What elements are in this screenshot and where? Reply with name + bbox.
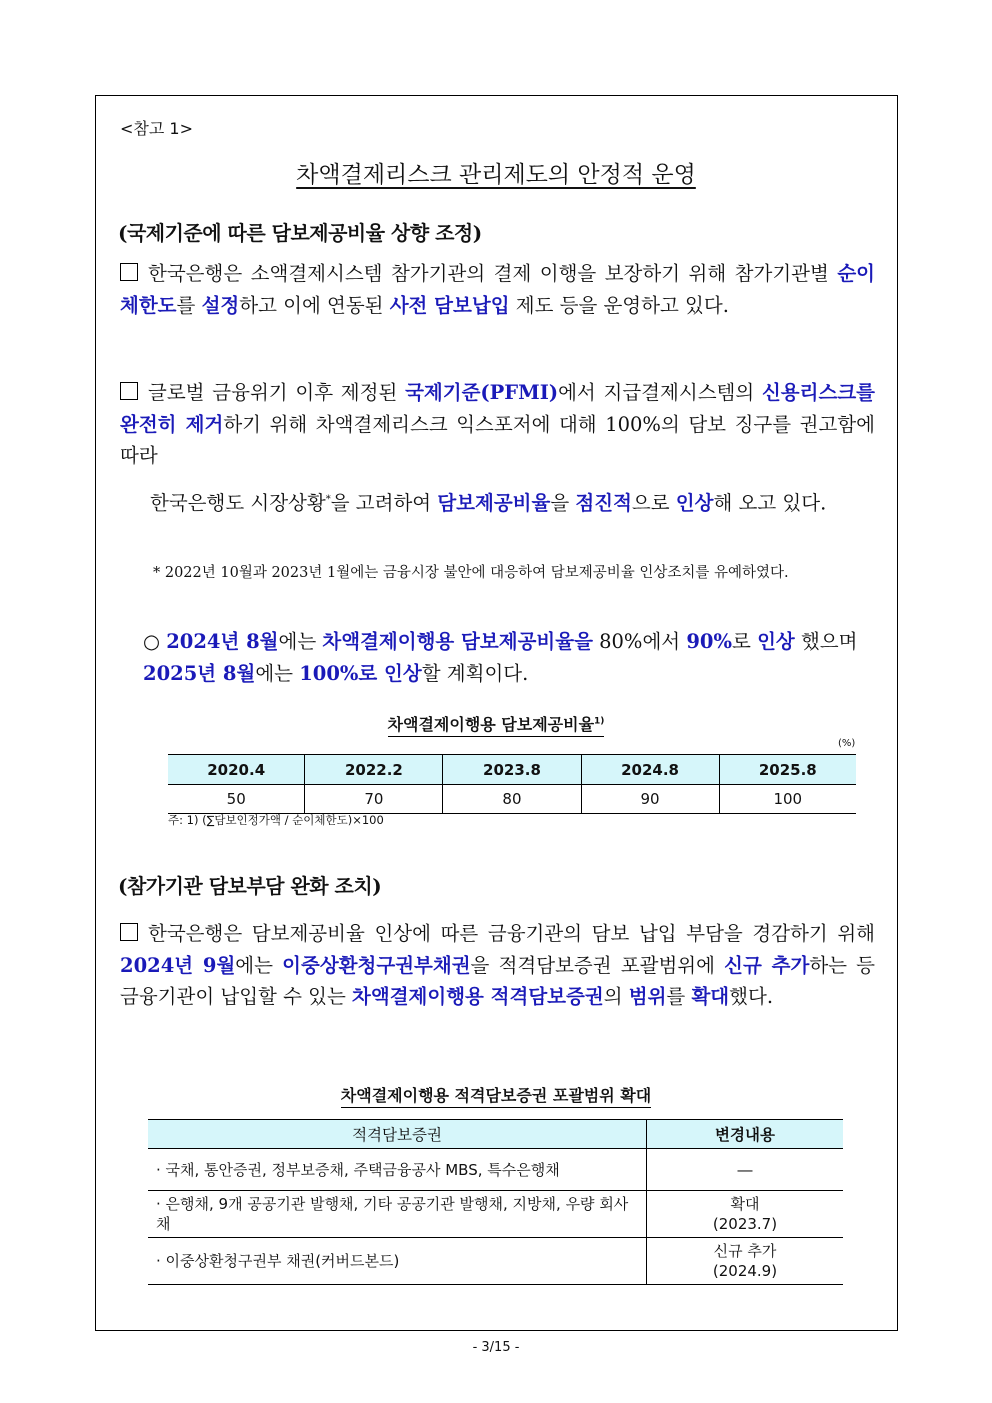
- checkbox-bullet-icon: [120, 923, 138, 941]
- table-header-row: 적격담보증권 변경내용: [148, 1120, 843, 1149]
- table1-unit: (%): [838, 738, 856, 749]
- title-text: 차액결제리스크 관리제도의 안정적 운영: [296, 162, 696, 188]
- reference-label: <참고 1>: [120, 119, 193, 138]
- eligible-collateral-table: [148, 1119, 843, 1285]
- page-number: - 3/15 -: [472, 1340, 520, 1355]
- table1-footnote: 주: 1) (∑담보인정가액 / 순이체한도)×100: [168, 813, 384, 827]
- circle-bullet-paragraph: ○ 2024년 8월에는 차액결제이행용 담보제공비율을 80%에서 90%로 인상 했으며 2025년 8월에는 100%로 인상할 계획이다.: [143, 630, 858, 685]
- checkbox-bullet-icon: [120, 382, 138, 400]
- table2-caption: 차액결제이행용 적격담보증권 포괄범위 확대: [0, 1083, 992, 1106]
- paragraph-1: 한국은행은 소액결제시스템 참가기관의 결제 이행을 보장하기 위해 참가기관별 순이체한도를 설정하고 이에 연동된 사전 담보납입 제도 등을 운영하고 있다.: [120, 262, 875, 317]
- collateral-ratio-table: [168, 754, 856, 814]
- footnote-asterisk: * 2022년 10월과 2023년 1월에는 금융시장 불안에 대응하여 담보제공비율 인상조치를 유예하였다.: [153, 565, 789, 581]
- table-row: · 이중상환청구권부 채권(커버드본드) 신규 추가 (2024.9): [148, 1238, 843, 1285]
- section1-heading: (국제기준에 따른 담보제공비율 상향 조정): [118, 221, 482, 245]
- checkbox-bullet-icon: [120, 263, 138, 281]
- paragraph-4: 한국은행은 담보제공비율 인상에 따른 금융기관의 담보 납입 부담을 경감하기 위해 2024년 9월에는 이중상환청구권부채권을 적격담보증권 포괄범위에 신규 추가하는 등 금융기관이 납입할 수 있는 차액결제이행용 적격담보증권의 범위를 확대했다.: [120, 922, 876, 1008]
- paragraph-3: 한국은행도 시장상황*을 고려하여 담보제공비율을 점진적으로 인상해 오고 있다.: [150, 491, 827, 515]
- table-header-row: 2020.4 2022.2 2023.8 2024.8 2025.8: [168, 755, 856, 785]
- table1-caption: 차액결제이행용 담보제공비율$^{1)}$: [0, 712, 992, 735]
- page-title: [0, 156, 992, 189]
- table-row: · 은행채, 9개 공공기관 발행채, 기타 공공기관 발행채, 지방채, 우량 회사채 확대 (2023.7): [148, 1191, 843, 1238]
- section2-heading: (참가기관 담보부담 완화 조치): [118, 874, 382, 898]
- table-row: 50 70 80 90 100: [168, 785, 856, 814]
- circle-bullet-icon: ○: [143, 630, 167, 653]
- paragraph-2: 글로벌 금융위기 이후 제정된 국제기준(PFMI)에서 지급결제시스템의 신용리스크를 완전히 제거하기 위해 차액결제리스크 익스포저에 대해 100%의 담보 징구를 권고함에 따라: [120, 381, 875, 467]
- table-row: · 국채, 통안증권, 정부보증채, 주택금융공사 MBS, 특수은행채 ―: [148, 1149, 843, 1191]
